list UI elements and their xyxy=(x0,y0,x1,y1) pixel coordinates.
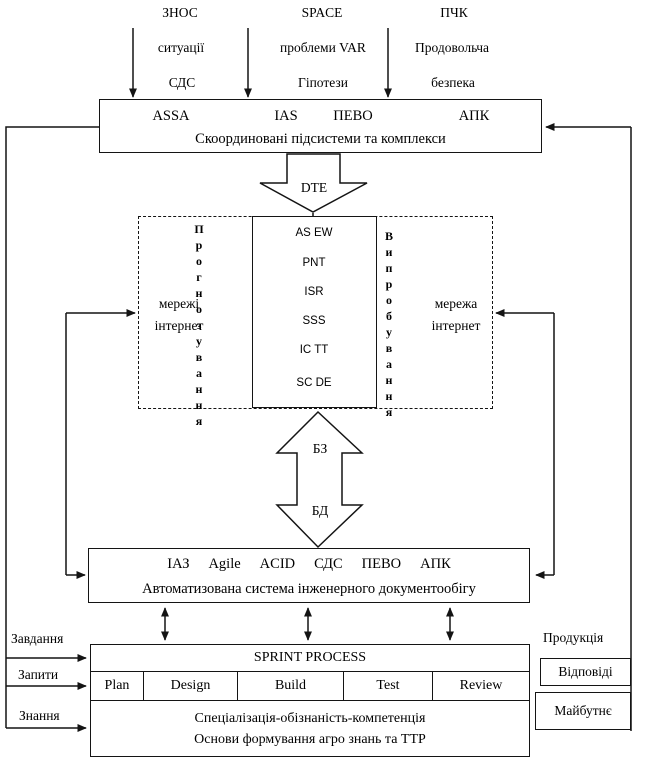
coordinated-item-4: АПК xyxy=(458,108,490,124)
coordinated-caption: Скоординовані підсистеми та комплекси xyxy=(195,131,446,147)
left-internet-line1: мережі xyxy=(158,296,200,311)
coordinated-item-2: IAS xyxy=(274,108,298,124)
coordinated-item-1: ASSA xyxy=(152,108,190,124)
kb-double-arrow xyxy=(277,412,362,547)
forecasting-vertical-label: Прогнозування xyxy=(192,222,206,430)
input-col2-title: SPACE xyxy=(301,5,343,20)
testing-vertical-label: Випробування xyxy=(382,229,396,421)
docflow-item-4: СДС xyxy=(314,556,343,572)
stage-ic-tt: IC TT xyxy=(299,344,329,356)
input-col2-mid: проблеми VAR xyxy=(280,40,366,55)
stage-sc-de: SC DE xyxy=(296,377,332,389)
knowledge-base-label: БЗ xyxy=(312,441,328,456)
io-tasks-label: Завдання xyxy=(11,631,64,646)
sprint-phase-row xyxy=(91,672,529,701)
io-production-label: Продукція xyxy=(543,630,604,645)
docflow-caption: Автоматизована система інженерного документообігу xyxy=(142,581,476,597)
right-internet-line2: інтернет xyxy=(431,317,481,333)
stage-isr: ISR xyxy=(304,286,324,298)
coordinated-subsystems-box xyxy=(99,99,542,153)
phase-build: Build xyxy=(238,672,344,700)
docflow-item-6: АПК xyxy=(420,556,451,572)
database-label: БД xyxy=(311,503,329,518)
docflow-item-5: ПЕВО xyxy=(361,556,402,572)
sprint-bottom-line2: Основи формування агро знань та ТТР xyxy=(194,731,426,747)
phase-design: Design xyxy=(144,672,238,700)
sprint-box xyxy=(90,644,530,757)
io-answers-box xyxy=(540,658,631,686)
io-future-box xyxy=(535,692,631,730)
dte-label: DTE xyxy=(300,180,328,195)
phase-plan: Plan xyxy=(91,672,144,700)
left-internet-line2: інтернет xyxy=(154,317,204,333)
docflow-item-1: ІАЗ xyxy=(167,556,190,572)
stage-sss: SSS xyxy=(302,315,326,327)
docflow-item-3: ACID xyxy=(259,556,296,572)
input-col1-mid: ситуації xyxy=(157,40,205,55)
io-answers-label: Відповіді xyxy=(558,664,613,679)
sprint-bottom-line1: Спеціалізація-обізнаність-компетенція xyxy=(194,710,426,726)
left-internet-label xyxy=(155,293,204,336)
input-col1-title: ЗНОС xyxy=(162,5,198,20)
stage-pnt: PNT xyxy=(302,257,326,269)
input-col3-title: ПЧК xyxy=(440,5,468,20)
sprint-bottom xyxy=(91,701,529,756)
stage-as-ew: AS EW xyxy=(295,227,333,239)
phase-test: Test xyxy=(344,672,433,700)
io-future-label: Майбутнє xyxy=(554,703,612,718)
right-internet-line1: мережа xyxy=(434,296,478,311)
sprint-title: SPRINT PROCESS xyxy=(91,645,529,672)
input-col3-mid: Продовольча xyxy=(415,40,489,55)
io-knowledge-label: Знання xyxy=(19,708,60,723)
right-internet-label xyxy=(432,293,481,336)
phase-review: Review xyxy=(459,678,503,693)
input-col2-bot: Гіпотези xyxy=(298,75,348,90)
docflow-box xyxy=(88,548,530,603)
io-requests-label: Запити xyxy=(18,667,59,682)
docflow-items xyxy=(89,556,529,573)
coordinated-item-3: ПЕВО xyxy=(333,108,373,124)
input-col3-bot: безпека xyxy=(431,75,475,90)
docflow-item-2: Agile xyxy=(208,556,241,572)
input-col1-bot: СДС xyxy=(168,75,196,90)
